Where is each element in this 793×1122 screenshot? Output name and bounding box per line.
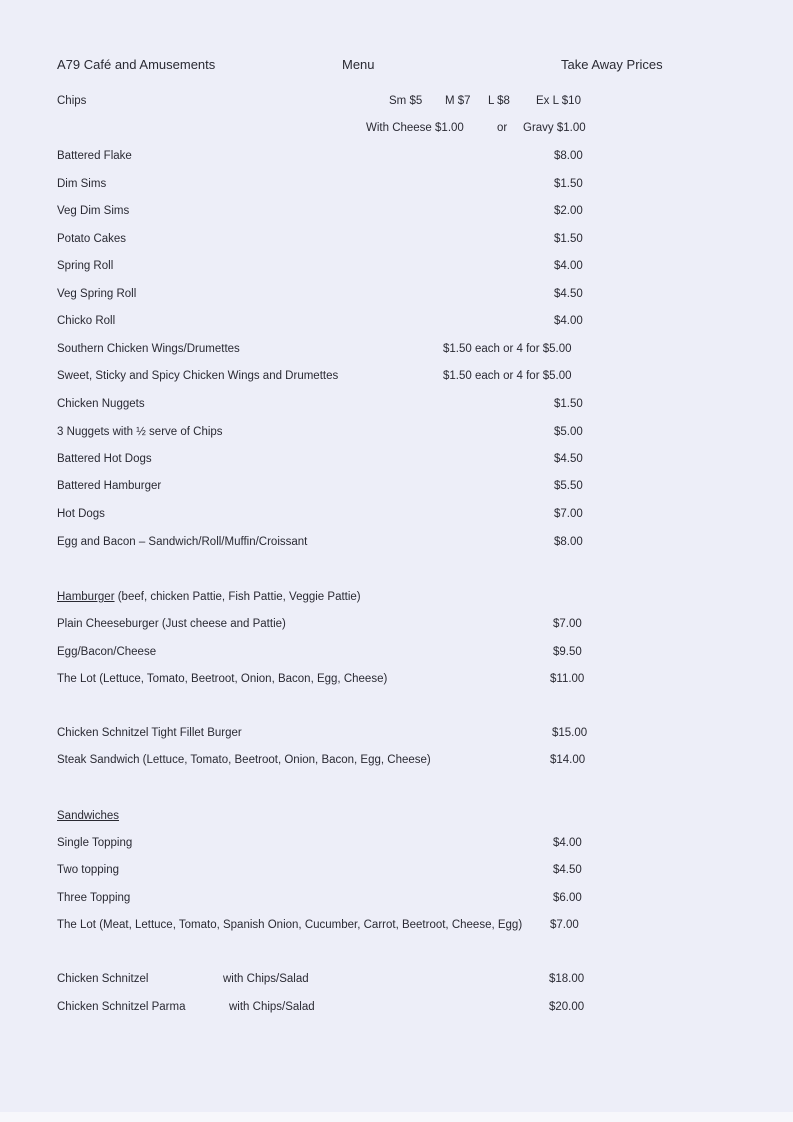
venue-title: A79 Café and Amusements xyxy=(57,57,216,72)
item-price: $1.50 xyxy=(554,178,583,190)
section-heading-sandwiches: Sandwiches xyxy=(57,810,120,822)
item-price: $1.50 each or 4 for $5.00 xyxy=(443,343,572,355)
item-name: Two topping xyxy=(57,864,120,876)
item-name: Spring Roll xyxy=(57,260,114,272)
item-price: $7.00 xyxy=(553,618,582,630)
item-price: $4.00 xyxy=(553,837,582,849)
hamburger-heading-row xyxy=(57,590,361,604)
item-price: $4.50 xyxy=(553,864,582,876)
item-price: $4.00 xyxy=(554,260,583,272)
item-price: $4.00 xyxy=(554,315,583,327)
item-name: Chicken Nuggets xyxy=(57,398,145,410)
item-name: Hot Dogs xyxy=(57,508,105,520)
item-name: Plain Cheeseburger (Just cheese and Pattie) xyxy=(57,618,286,630)
item-price: $1.50 xyxy=(554,398,583,410)
item-price: $2.00 xyxy=(554,205,583,217)
item-name: Veg Dim Sims xyxy=(57,205,130,217)
item-price: $8.00 xyxy=(554,536,583,548)
item-name: Dim Sims xyxy=(57,178,107,190)
price-type-title: Take Away Prices xyxy=(561,57,663,72)
chips-size-small: Sm $5 xyxy=(389,95,423,107)
section-heading-hamburger: Hamburger xyxy=(57,591,115,603)
item-name: Veg Spring Roll xyxy=(57,288,137,300)
item-price: $1.50 each or 4 for $5.00 xyxy=(443,370,572,382)
chips-size-extra-large: Ex L $10 xyxy=(536,95,581,107)
item-price: $7.00 xyxy=(554,508,583,520)
item-name: Chicko Roll xyxy=(57,315,116,327)
item-name: The Lot (Meat, Lettuce, Tomato, Spanish Onion, Cucumber, Carrot, Beetroot, Cheese, Egg) xyxy=(57,919,523,931)
item-name: Chicken Schnitzel xyxy=(57,973,149,985)
item-price: $5.50 xyxy=(554,480,583,492)
chips-size-medium: M $7 xyxy=(445,95,471,107)
item-name: Battered Flake xyxy=(57,150,132,162)
menu-title: Menu xyxy=(342,57,375,72)
item-name: Egg/Bacon/Cheese xyxy=(57,646,157,658)
chips-size-large: L $8 xyxy=(488,95,510,107)
item-price: $7.00 xyxy=(550,919,579,931)
scan-bottom-edge xyxy=(0,1112,793,1122)
item-name: Potato Cakes xyxy=(57,233,127,245)
item-name: 3 Nuggets with ½ serve of Chips xyxy=(57,426,223,438)
item-price: $14.00 xyxy=(550,754,586,766)
item-name: Three Topping xyxy=(57,892,131,904)
item-price: $8.00 xyxy=(554,150,583,162)
item-name: Sweet, Sticky and Spicy Chicken Wings and Drumettes xyxy=(57,370,339,382)
item-price: $1.50 xyxy=(554,233,583,245)
item-name: Battered Hamburger xyxy=(57,480,162,492)
item-price: $4.50 xyxy=(554,288,583,300)
item-name: Chicken Schnitzel Parma xyxy=(57,1001,186,1013)
item-side: with Chips/Salad xyxy=(229,1001,315,1013)
item-price: $5.00 xyxy=(554,426,583,438)
item-price: $6.00 xyxy=(553,892,582,904)
item-price: $18.00 xyxy=(549,973,585,985)
item-name: Steak Sandwich (Lettuce, Tomato, Beetroot, Onion, Bacon, Egg, Cheese) xyxy=(57,754,431,766)
item-name: Single Topping xyxy=(57,837,133,849)
chips-cheese-extra: With Cheese $1.00 xyxy=(366,122,464,134)
item-price: $9.50 xyxy=(553,646,582,658)
item-price: $15.00 xyxy=(552,727,588,739)
item-name: Battered Hot Dogs xyxy=(57,453,152,465)
item-name: Egg and Bacon – Sandwich/Roll/Muffin/Croissant xyxy=(57,536,308,548)
item-side: with Chips/Salad xyxy=(223,973,309,985)
item-name: Southern Chicken Wings/Drumettes xyxy=(57,343,240,355)
chips-or: or xyxy=(497,122,508,134)
item-price: $4.50 xyxy=(554,453,583,465)
item-price: $11.00 xyxy=(550,673,585,685)
item-name: The Lot (Lettuce, Tomato, Beetroot, Onion, Bacon, Egg, Cheese) xyxy=(57,673,388,685)
item-price: $20.00 xyxy=(549,1001,585,1013)
hamburger-heading-note: (beef, chicken Pattie, Fish Pattie, Veggie Pattie) xyxy=(114,591,361,603)
chips-name: Chips xyxy=(57,95,87,107)
chips-gravy-extra: Gravy $1.00 xyxy=(523,122,586,134)
item-name: Chicken Schnitzel Tight Fillet Burger xyxy=(57,727,242,739)
